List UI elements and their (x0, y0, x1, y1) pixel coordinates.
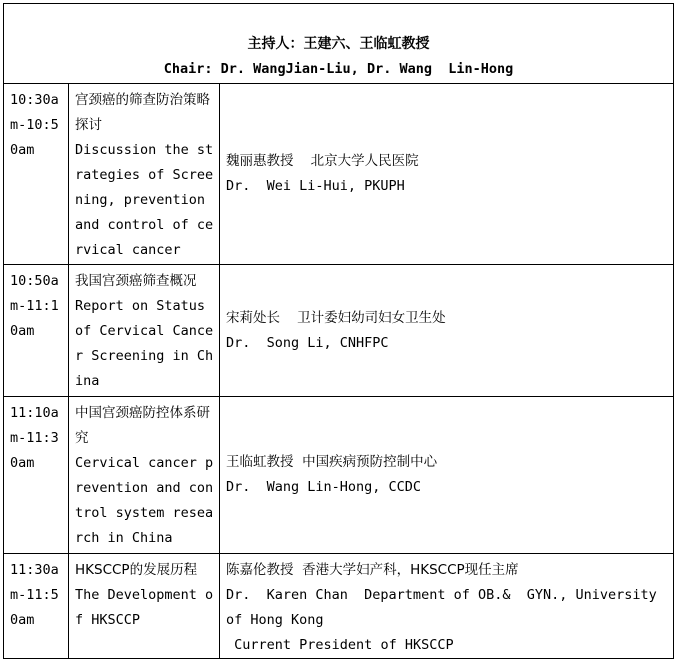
session-time: 10:50am-11:10am (4, 265, 69, 397)
speaker-en: Dr. Wei Li-Hui, PKUPH (226, 178, 405, 194)
session-topic (69, 554, 220, 659)
session-time: 11:30am-11:50am (4, 554, 69, 659)
session-row (4, 554, 674, 659)
session-topic (69, 265, 220, 397)
speaker-en: Dr. Song Li, CNHFPC (226, 334, 389, 351)
session-time: 10:30am-10:50am (4, 84, 69, 265)
speaker-zh: 魏丽惠教授 北京大学人民医院 (226, 153, 419, 169)
speaker-zh: 宋莉处长 卫计委妇幼司妇女卫生处 (226, 309, 446, 326)
header-row (4, 4, 674, 84)
session-speaker (220, 554, 674, 659)
session-topic (69, 397, 220, 554)
session-speaker (220, 84, 674, 265)
speaker-zh: 陈嘉伦教授 香港大学妇产科，HKSCCP现任主席 (226, 562, 519, 578)
topic-en: The Development of HKSCCP (75, 587, 214, 628)
chair-en: Chair: Dr. WangJian-Liu, Dr. Wang Lin-Hong (163, 61, 514, 77)
speaker-en: Dr. Karen Chan Department of OB.& GYN., University of Hong Kong (226, 587, 665, 628)
topic-en: Report on Status of Cervical Cancer Screening in China (75, 298, 214, 389)
topic-zh: 宫颈癌的筛查防治策略探讨 (75, 92, 210, 133)
session-row (4, 84, 674, 265)
topic-zh: 我国宫颈癌筛查概况 (75, 273, 197, 289)
session-speaker (220, 397, 674, 554)
speaker-zh: 王临虹教授 中国疾病预防控制中心 (226, 454, 438, 470)
chair-zh: 主持人：王建六、王临虹教授 (247, 36, 430, 52)
chair-cell (4, 4, 674, 84)
session-topic (69, 84, 220, 265)
topic-en: Discussion the strategies of Screening, prevention and control of cervical cancer (75, 142, 214, 258)
speaker-en: Dr. Wang Lin-Hong, CCDC (226, 479, 422, 495)
topic-zh: HKSCCP的发展历程 (75, 562, 198, 578)
topic-zh: 中国宫颈癌防控体系研究 (75, 405, 210, 446)
session-speaker (220, 265, 674, 397)
topic-en: Cervical cancer prevention and control system research in China (75, 455, 214, 546)
session-time: 11:10am-11:30am (4, 397, 69, 554)
agenda-table (3, 3, 674, 659)
speaker-extra: Current President of HKSCCP (226, 637, 454, 653)
session-row (4, 397, 674, 554)
session-row (4, 265, 674, 397)
